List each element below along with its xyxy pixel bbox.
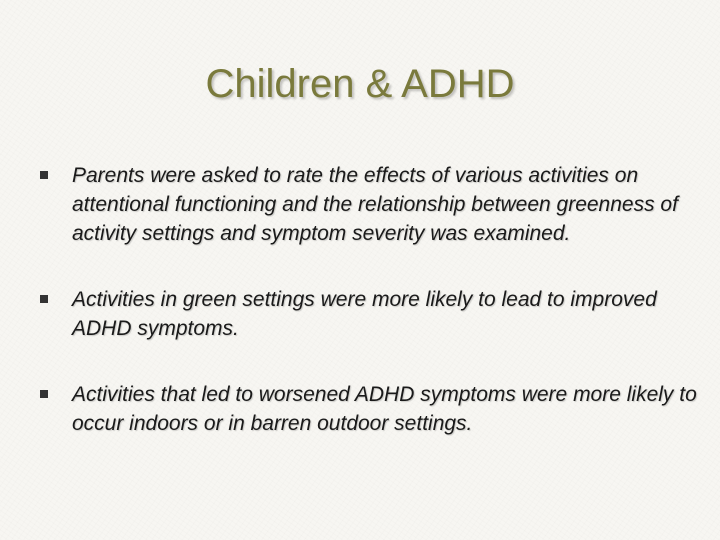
square-bullet-icon [40,295,48,303]
bullet-list [40,161,700,438]
bullet-text: Parents were asked to rate the effects of various activities on attentional functioning and the relationship between greenness of activity settings and symptom severity was examined. [72,164,678,245]
bullet-text: Activities that led to worsened ADHD symptoms were more likely to occur indoors or in barren outdoor settings. [72,383,697,435]
bullet-item [40,161,700,248]
bullet-item [40,285,700,343]
bullet-text: Activities in green settings were more likely to lead to improved ADHD symptoms. [72,288,657,340]
square-bullet-icon [40,171,48,179]
square-bullet-icon [40,390,48,398]
bullet-item [40,380,700,438]
slide-title: Children & ADHD [205,62,515,106]
